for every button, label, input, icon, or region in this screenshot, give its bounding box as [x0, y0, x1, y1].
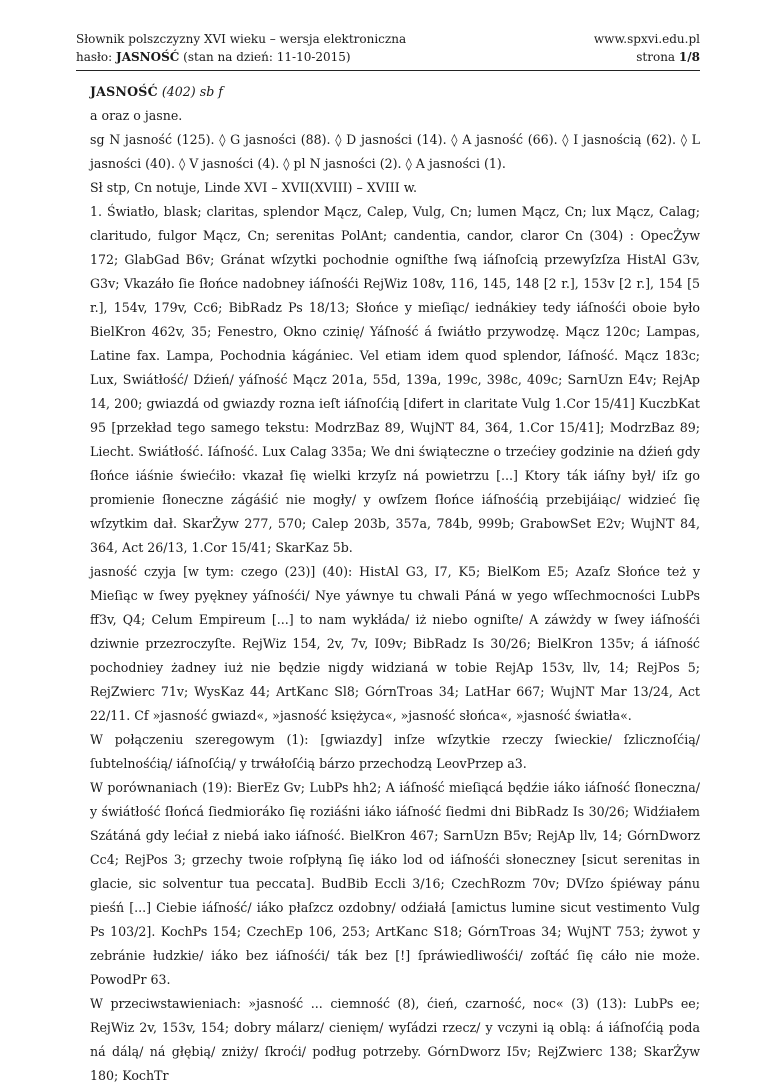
entry-state: (stan na dzień: 11-10-2015)	[183, 50, 351, 64]
entry-body	[90, 80, 700, 1088]
header-right	[594, 30, 700, 66]
headword-line	[90, 80, 700, 104]
headword-count: (402)	[161, 84, 196, 99]
comparisons-paragraph: W porównaniach (19): BierEz Gv; LubPs hh2; A iáſność mieſiącá będźie iáko iáſność ſłoneczna/ y świátłość ſłońcá ſiedmioráko ſię roziáśni iáko iáſność ſiedmi dni BibRadz Is 30/26; Widźiałem Szátáná gdy lećiał z niebá iako iáſność. BielKron 467; SarnUzn B5v; RejAp llv, 14; GórnDworz Cc4; RejPos 3; grzechy twoie roſpłyną ſię iáko lod od iáſnośći słoneczney [sicut serenitas in glacie, sic solventur tua peccata]. BudBib Eccli 3/16; CzechRozm 70v; DVſzo śpiéway pánu pieśń [...] Ciebie iáſność/ iáko płaſzcz ozdobny/ odźiałá [amictus lumine sicut vestimento Vulg Ps 103/2]. KochPs 154; CzechEp 106, 253; ArtKanc S18; GórnTroas 34; WujNT 753; żywot y zebránie łudzkie/ iáko bez iáſnośći/ ták bez [!] ſpráwiedliwośći/ zoſtáć ſię cáło nie może. PowodPr 63.	[90, 780, 700, 987]
forms-paragraph: sg N jasność (125). ◊ G jasności (88). ◊ D jasności (14). ◊ A jasność (66). ◊ I jasnością (62). ◊ L jasności (40). ◊ V jasności (4). ◊ pl N jasności (2). ◊ A jasności (1).	[90, 132, 700, 171]
headword: JASNOŚĆ	[90, 84, 158, 99]
entry-word: JASNOŚĆ	[116, 50, 180, 64]
entry-prefix: hasło:	[76, 50, 113, 64]
header-left	[76, 30, 406, 66]
part-of-speech: sb f	[199, 84, 223, 99]
page-indicator	[594, 48, 700, 66]
sources-paragraph: Sł stp, Cn notuje, Linde XVI – XVII(XVIII) – XVIII w.	[90, 180, 418, 195]
page-number: 1/8	[678, 50, 700, 64]
contrasts-paragraph: W przeciwstawieniach: »jasność ... ciemność (8), ćień, czarność, noc« (3) (13): LubPs ee; RejWiz 2v, 153v, 154; dobry málarz/ cienięm/ wyſádzi rzecz/ y vczyni ią oblą: á iáſnoſćią poda ná dálą/ ná głębią/ zniży/ ſkroći/ podług potrzeby. GórnDworz I5v; RejZwierc 138; SkarŻyw 180; KochTr	[90, 996, 700, 1083]
site-link[interactable]: www.spxvi.edu.pl	[593, 32, 700, 46]
entry-line	[76, 48, 406, 66]
header-rule	[76, 70, 700, 71]
dictionary-title: Słownik polszczyzny XVI wieku – wersja elektroniczna	[76, 32, 407, 46]
intro-line: a oraz o jasne.	[90, 108, 183, 123]
page-prefix: strona	[636, 50, 676, 64]
serial-connection-paragraph: W połączeniu szeregowym (1): [gwiazdy] inſze wſzytkie rzeczy ſwieckie/ ſzlicznoſćią/ ſubtelnośćią/ iáſnoſćią/ y trwáłoſćią bárzo przechodzą LeovPrzep a3.	[90, 732, 700, 771]
meaning-1-paragraph: 1. Światło, blask; claritas, splendor Mącz, Calep, Vulg, Cn; lumen Mącz, Cn; lux Mącz, Calag; claritudo, fulgor Mącz, Cn; serenitas PolAnt; candentia, candor, claror Cn (304) : OpecŻyw 172; GlabGad B6v; Gránat wſzytki pochodnie ogniſthe ſwą iáſnoſcią przewyſzſza HistAl G3v, G3v; Vkazáło ſie ſłońce nadobney iáſnośći RejWiz 108v, 116, 145, 148 [2 r.], 153v [2 r.], 154 [5 r.], 154v, 179v, Cc6; BibRadz Ps 18/13; Słońce y mieſiąc/ iednákiey tedy iáſnośći oboie było BielKron 462v, 35; Fenestro, Okno czinię/ Yáſność á ſwiátło przywodzę. Mącz 120c; Lampas, Latine fax. Lampa, Pochodnia kágániec. Vel etiam idem quod splendor, Iáſność. Mącz 183c; Lux, Swiátłość/ Dźień/ yáſność Mącz 201a, 55d, 139a, 199c, 398c, 409c; SarnUzn E4v; RejAp 14, 200; gwiazdá od gwiazdy rozna ieſt iáſnoſćią [difert in claritate Vulg 1.Cor 15/41] KuczbKat 95 [przekład tego samego tekstu: ModrzBaz 89, WujNT 84, 364, 1.Cor 15/41]; ModrzBaz 89; Liecht. Swiátłość. Iáſność. Lux Calag 335a; We dni świąteczne o trzećiey godzinie na dźień gdy ſłońce iáśnie świećiło: vkazał ſię wielki krzyſz ná powietrzu [...] Ktory ták iáſny był/ iſz go promienie ſłoneczne zágáśić nie mogły/ y owſzem ſłońce iáſnośćią przebijáiąc/ widzieć ſię wſzytkim dał. SkarŻyw 277, 570; Calep 203b, 357a, 784b, 999b; GrabowSet E2v; WujNT 84, 364, Act 26/13, 1.Cor 15/41; SkarKaz 5b.	[90, 204, 700, 555]
jasnosc-czyja-paragraph: jasność czyja [w tym: czego (23)] (40): HistAl G3, I7, K5; BielKom E5; Azaſz Słońce też y Mieſiąc w ſwey pyękney yáſnośći/ Nye yáwnye tu chwali Páná w yego wſſechmocności LubPs ff3v, Q4; Celum Empireum [...] to nam wykłáda/ iż niebo ogniſte/ A záwżdy w ſwey iáſnośći dziwnie przezroczyſte. RejWiz 154, 2v, 7v, I09v; BibRadz Is 30/26; BielKron 135v; á iáſność pochodniey żadney iuż nie będzie nigdy widzianá w tobie RejAp 153v, llv, 14; RejPos 5; RejZwierc 71v; WysKaz 44; ArtKanc Sl8; GórnTroas 34; LatHar 667; WujNT Mar 13/24, Act 22/11. Cf »jasność gwiazd«, »jasność księżyca«, »jasność słońca«, »jasność światła«.	[90, 564, 700, 723]
